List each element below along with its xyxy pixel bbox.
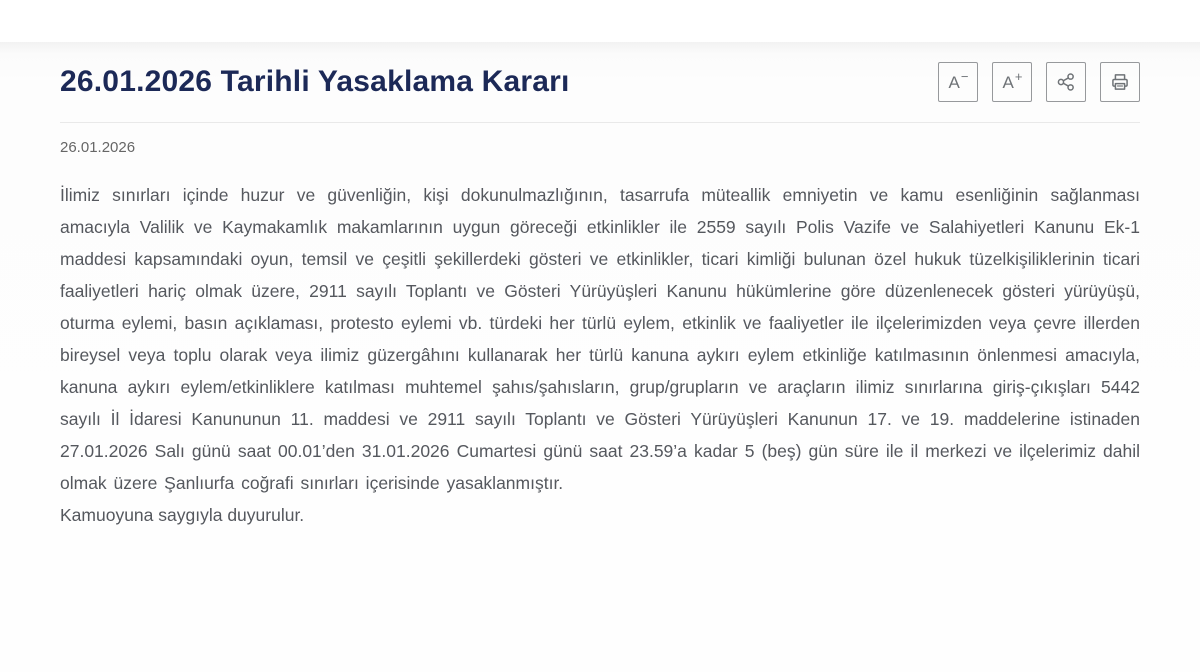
article-body: İlimiz sınırları içinde huzur ve güvenliğin, kişi dokunulmazlığının, tasarrufa müteallik emniyetin ve kamu esenliğinin sağlanması amacıyla Valilik ve Kaymakamlık makamlarının uygun göreceği etkinlikler ile 2559 sayılı Polis Vazife ve Salahiyetleri Kanunu Ek-1 maddesi kapsamındaki oyun, temsil ve çeşitli şekillerdeki gösteri ve etkinlikler, ticari kimliği bulunan özel hukuk tüzelkişiliklerinin ticari faaliyetleri hariç olmak üzere, 2911 sayılı Toplantı ve Gösteri Yürüyüşleri Kanunu hükümlerine göre düzenlenecek gösteri yürüyüşü, oturma eylemi, basın açıklaması, protesto eylemi vb. türdeki her türlü eylem, etkinlik ve faaliyetler ile ilçelerimizden veya çevre illerden bireysel veya toplu olarak veya ilimiz güzergâhını kullanarak her türlü kanuna aykırı eylem etkinliğe katılmasının önlenmesi amacıyla, kanuna aykırı eylem/etkinliklere katılması muhtemel şahıs/şahısların, grup/grupların ve araçların ilimiz sınırlarına giriş-çıkışları 5442 sayılı İl İdaresi Kanununun 11. maddesi ve 2911 sayılı Toplantı ve Gösteri Yürüyüşleri Kanunun 17. ve 19. maddelerine istinaden 27.01.2026 Salı günü saat 00.01’den 31.01.2026 Cumartesi günü saat 23.59’a kadar 5 (beş) gün süre ile il merkezi ve ilçelerimiz dahil olmak üzere Şanlıurfa coğrafi sınırları içerisinde yasaklanmıştır.	[60, 185, 1140, 493]
font-increase-icon: A +	[1002, 68, 1023, 92]
article-date: 26.01.2026	[60, 139, 136, 156]
share-button[interactable]	[1046, 62, 1086, 102]
share-icon	[1056, 72, 1076, 92]
font-decrease-button[interactable]	[938, 62, 978, 102]
article-header	[60, 42, 1140, 102]
print-icon	[1110, 72, 1130, 92]
article-closing: Kamuoyuna saygıyla duyurulur.	[60, 505, 305, 525]
toolbar	[938, 62, 1140, 102]
announcement-section	[0, 42, 1200, 672]
page-title: 26.01.2026 Tarihli Yasaklama Kararı	[60, 65, 570, 98]
font-increase-button[interactable]	[992, 62, 1032, 102]
print-button[interactable]	[1100, 62, 1140, 102]
header-divider	[60, 122, 1140, 123]
font-decrease-icon: A −	[948, 68, 969, 92]
